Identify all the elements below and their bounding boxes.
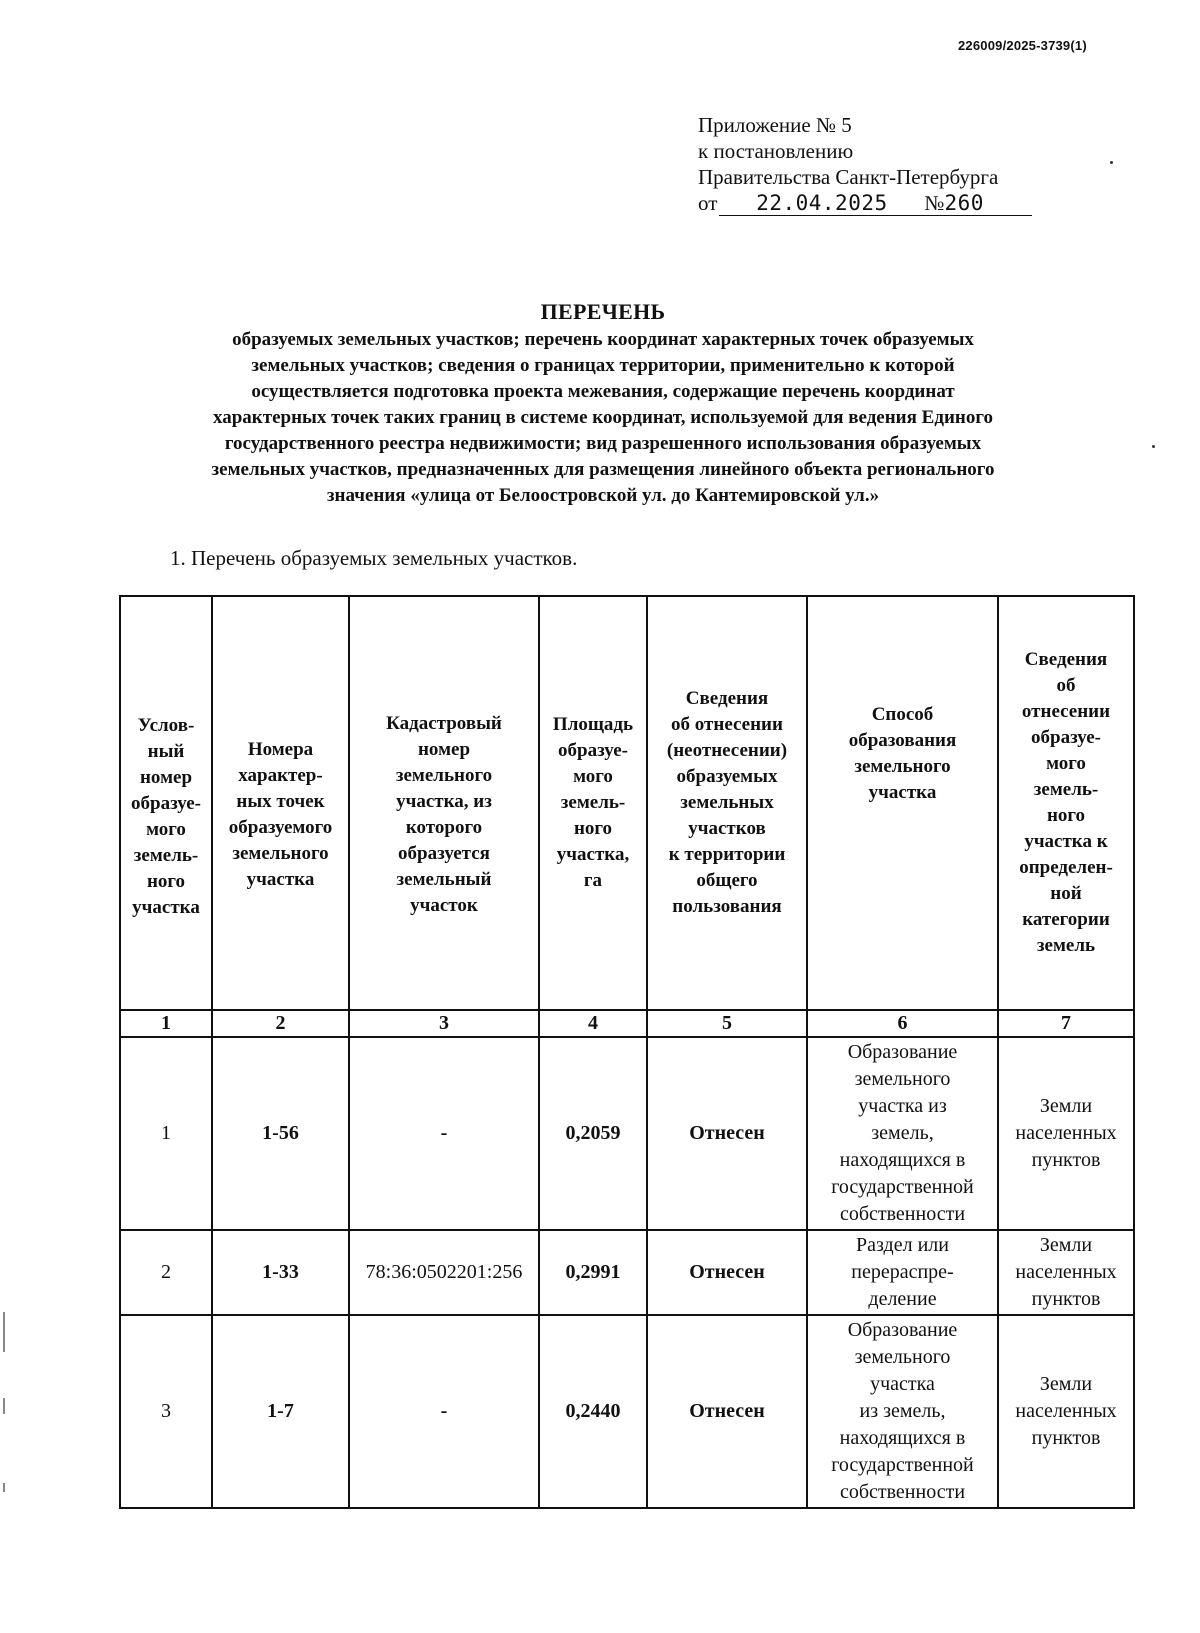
- subtitle-line: земельных участков, предназначенных для размещения линейного объекта регионального: [211, 459, 995, 480]
- public-use-cell: Отнесен: [647, 1315, 807, 1508]
- appendix-line-1: Приложение № 5: [698, 113, 852, 137]
- document-subtitle: [112, 327, 1094, 509]
- area-cell: 0,2991: [539, 1230, 647, 1315]
- cadastral-number-cell: 78:36:0502201:256: [349, 1230, 539, 1315]
- land-category-cell: Земли населенных пунктов: [998, 1037, 1134, 1230]
- resolution-number: 260: [944, 191, 1032, 216]
- column-header-formation-method: Способ образования земельного участка: [807, 596, 998, 1010]
- column-number: 4: [539, 1010, 647, 1037]
- table-row: [120, 1037, 1134, 1230]
- table-row: [120, 1315, 1134, 1508]
- number-prefix: №: [924, 191, 945, 215]
- column-header-point-numbers: Номера характер- ных точек образуемого земельного участка: [212, 596, 349, 1010]
- cadastral-number-cell: -: [349, 1315, 539, 1508]
- subtitle-line: государственного реестра недвижимости; вид разрешенного использования образуемых: [224, 433, 982, 454]
- column-number: 5: [647, 1010, 807, 1037]
- scan-edge-mark: [3, 1312, 5, 1352]
- column-header-area: Площадь образуе- мого земель- ного участка, га: [539, 596, 647, 1010]
- point-range-cell: 1-7: [212, 1315, 349, 1508]
- area-cell: 0,2059: [539, 1037, 647, 1230]
- registration-number: 226009/2025-3739(1): [958, 38, 1087, 53]
- column-number: 6: [807, 1010, 998, 1037]
- column-header-conditional-number: Услов- ный номер образуе- мого земель- ного участка: [120, 596, 212, 1010]
- parcel-number-cell: 3: [120, 1315, 212, 1508]
- subtitle-line: земельных участков; сведения о границах территории, применительно к которой: [251, 355, 955, 376]
- appendix-line-2: к постановлению: [698, 139, 854, 163]
- table-header-row: [120, 596, 1134, 1010]
- date-prefix: от: [698, 191, 718, 215]
- formation-method-cell: Раздел или перераспре- деление: [807, 1230, 998, 1315]
- land-category-cell: Земли населенных пунктов: [998, 1230, 1134, 1315]
- subtitle-line: образуемых земельных участков; перечень координат характерных точек образуемых: [232, 329, 974, 350]
- appendix-block: [698, 112, 1058, 216]
- scan-edge-mark: [3, 1398, 5, 1414]
- point-range-cell: 1-33: [212, 1230, 349, 1315]
- column-number: 1: [120, 1010, 212, 1037]
- column-header-public-use: Сведения об отнесении (неотнесении) образуемых земельных участков к территории общего пользования: [647, 596, 807, 1010]
- public-use-cell: Отнесен: [647, 1037, 807, 1230]
- column-header-land-category: Сведения об отнесении образуе- мого земель- ного участка к определен- ной категории земель: [998, 596, 1134, 1010]
- cadastral-number-cell: -: [349, 1037, 539, 1230]
- point-range-cell: 1-56: [212, 1037, 349, 1230]
- formation-method-cell: Образование земельного участка из земель, находящихся в государственной собственности: [807, 1315, 998, 1508]
- parcel-number-cell: 1: [120, 1037, 212, 1230]
- public-use-cell: Отнесен: [647, 1230, 807, 1315]
- column-number: 7: [998, 1010, 1134, 1037]
- land-parcels-table: [119, 595, 1135, 1509]
- land-category-cell: Земли населенных пунктов: [998, 1315, 1134, 1508]
- column-number: 2: [212, 1010, 349, 1037]
- scan-dot: [1110, 161, 1113, 164]
- appendix-line-3: Правительства Санкт-Петербурга: [698, 165, 999, 189]
- parcel-number-cell: 2: [120, 1230, 212, 1315]
- formation-method-cell: Образование земельного участка из земель, находящихся в государственной собственности: [807, 1037, 998, 1230]
- subtitle-line: характерных точек таких границ в системе координат, используемой для ведения Единого: [212, 407, 993, 428]
- column-number: 3: [349, 1010, 539, 1037]
- document-title-block: [112, 298, 1094, 509]
- table-row: [120, 1230, 1134, 1315]
- subtitle-line: осуществляется подготовка проекта межевания, содержащие перечень координат: [251, 381, 955, 402]
- document-title: ПЕРЕЧЕНЬ: [540, 299, 666, 324]
- resolution-date: 22.04.2025: [719, 191, 924, 216]
- scan-edge-mark: [3, 1483, 5, 1492]
- column-header-cadastral-number: Кадастровый номер земельного участка, из которого образуется земельный участок: [349, 596, 539, 1010]
- section-heading: 1. Перечень образуемых земельных участков.: [170, 546, 578, 570]
- appendix-date-line: [698, 190, 1058, 216]
- scan-dot: [1152, 445, 1155, 448]
- subtitle-line: значения «улица от Белоостровской ул. до Кантемировской ул.»: [326, 485, 880, 506]
- area-cell: 0,2440: [539, 1315, 647, 1508]
- column-number-row: [120, 1010, 1134, 1037]
